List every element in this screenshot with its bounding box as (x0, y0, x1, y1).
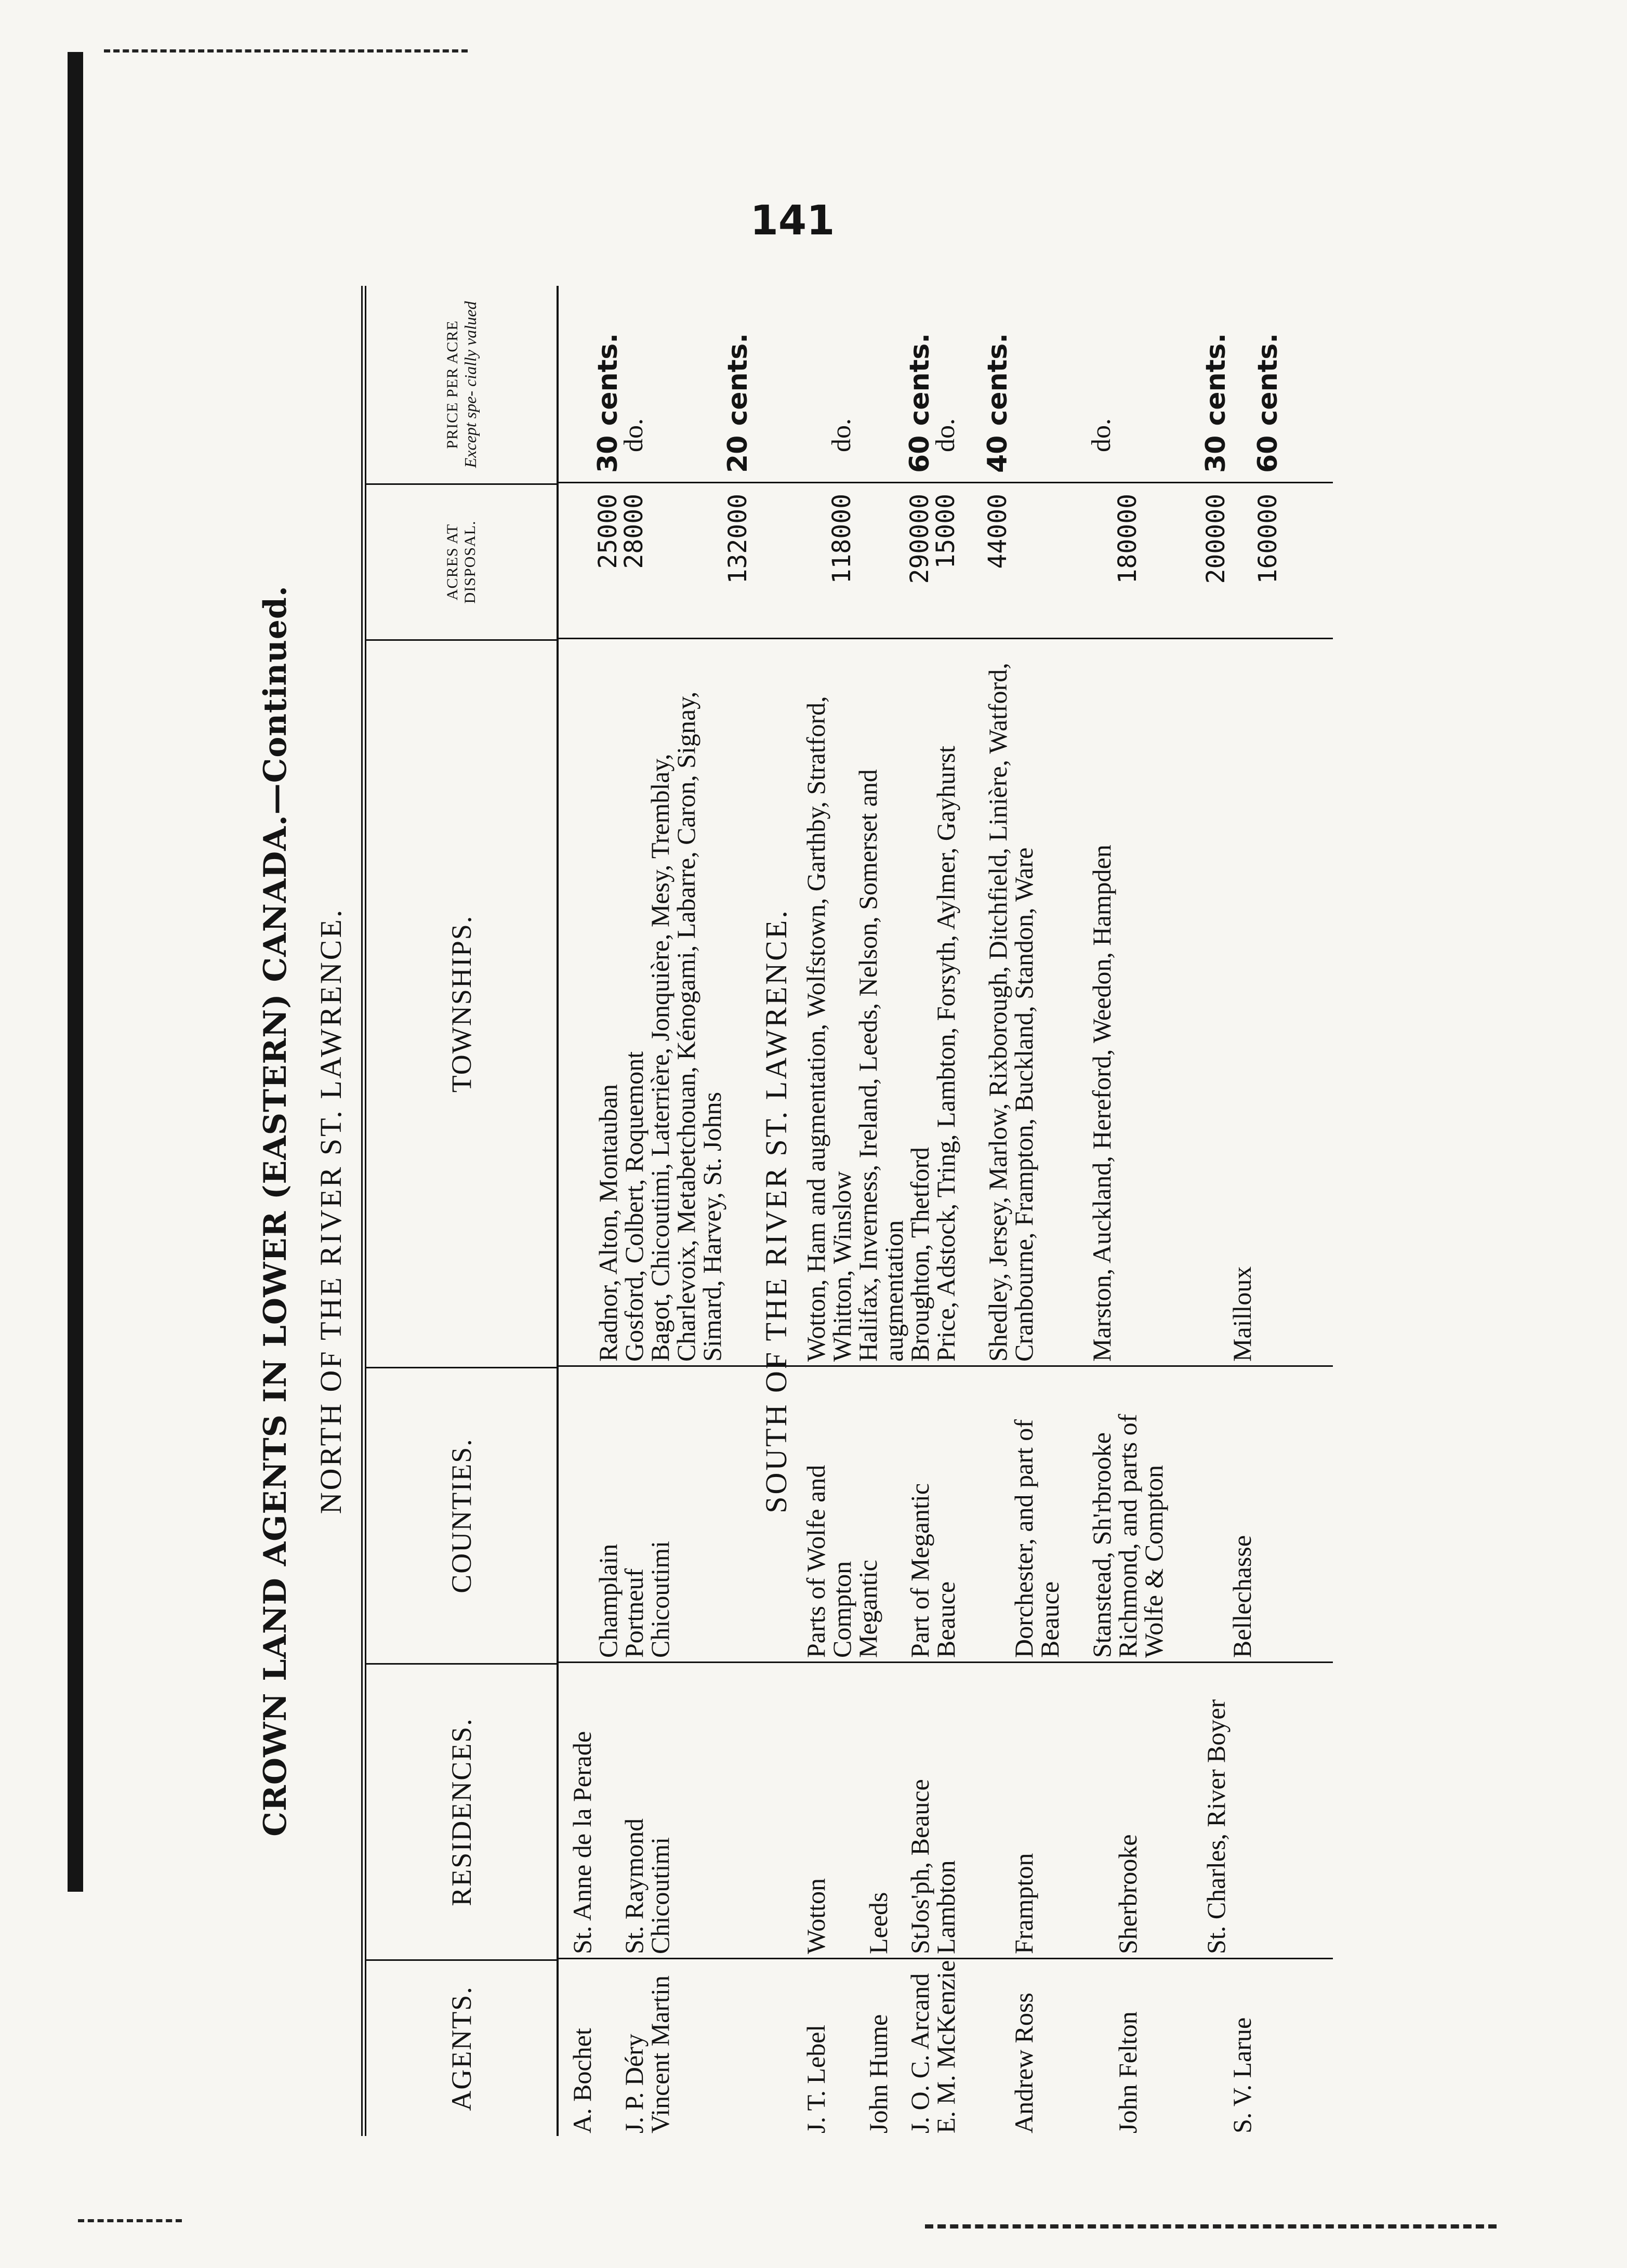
acres: 200000 (1201, 494, 1231, 584)
agent-name: John Felton (1113, 2011, 1142, 2133)
price: 60 cents. (904, 333, 935, 473)
price: do. (827, 418, 856, 452)
residence: St. Raymond (619, 1818, 649, 1954)
column-rule (559, 638, 1333, 639)
residence: Leeds (864, 1892, 893, 1954)
townships: Shedley, Jersey, Marlow, Rixborough, Ditchfield, Linière, Watford, Cranbourne, Frampton, Buckland, Standon, Ware (983, 663, 1038, 1362)
header-price (366, 286, 557, 483)
table-title: CROWN LAND AGENTS IN LOWER (EASTERN) CANADA.—Continued. (257, 585, 294, 1837)
acres: 118000 (827, 494, 856, 584)
price: 30 cents. (1200, 333, 1232, 473)
agent-name: J. O. C. Arcand (905, 1973, 934, 2133)
price: do. (619, 418, 649, 452)
county: Parts of Wolfe and Compton (801, 1465, 856, 1658)
acres: 132000 (723, 494, 752, 584)
price: 30 cents. (592, 333, 624, 473)
price: do. (1087, 418, 1116, 452)
land-agents-table (257, 286, 1333, 2136)
agent-name: J. T. Lebel (801, 2024, 830, 2133)
residence: Sherbrooke (1113, 1834, 1142, 1954)
header-townships: TOWNSHIPS. (366, 639, 557, 1367)
column-rule (559, 1365, 1333, 1367)
price: 20 cents. (722, 333, 753, 473)
county: Beauce (931, 1581, 960, 1658)
section-title-north: NORTH OF THE RIVER ST. LAWRENCE. (314, 907, 348, 1514)
header-agents: AGENTS. (366, 1959, 557, 2136)
county: Dorchester, and part of Beauce (1009, 1419, 1064, 1658)
acres: 180000 (1113, 494, 1142, 584)
county: Stanstead, Sh'rbrooke Richmond, and parts of Wolfe & Compton (1087, 1414, 1168, 1658)
townships: Marston, Auckland, Hereford, Weedon, Hampden (1087, 845, 1116, 1362)
county: Champlain (593, 1544, 623, 1658)
agent-name: Vincent Martin (645, 1975, 674, 2133)
scan-edge-top (104, 49, 468, 52)
header-price-label: PRICE PER ACRE (444, 320, 461, 449)
scan-edge-bottom (925, 2224, 1497, 2229)
acres: 25000 (593, 494, 623, 569)
header-residences: RESIDENCES. (366, 1663, 557, 1959)
residence: Frampton (1009, 1853, 1038, 1954)
townships: Bagot, Chicoutimi, Laterrière, Jonquière, Mesy, Tremblay, Charlevoix, Metabetchouan, Kénogami, Labarre, Caron, Signay, Simard, Harvey, St. Johns (645, 691, 726, 1362)
header-acres: ACRES AT DISPOSAL. (366, 483, 557, 639)
residence: St. Charles, River Boyer (1201, 1699, 1231, 1954)
acres: 290000 (905, 494, 934, 584)
agent-name: E. M. McKenzie (931, 1960, 960, 2133)
scan-edge-bottom-left (78, 2219, 182, 2222)
acres: 15000 (931, 494, 960, 569)
header-counties: COUNTIES. (366, 1367, 557, 1663)
residence: Wotton (801, 1878, 830, 1954)
acres: 28000 (619, 494, 649, 569)
townships: Broughton, Thetford (905, 1147, 934, 1362)
townships: Wotton, Ham and augmentation, Wolfstown, Garthby, Stratford, Whitton, Winslow (801, 696, 856, 1362)
agent-name: A. Bochet (567, 2028, 597, 2133)
townships: Mailloux (1227, 1266, 1256, 1362)
residence: StJos'ph, Beauce (905, 1779, 934, 1954)
county: Chicoutimi (645, 1541, 674, 1658)
column-rule (559, 1958, 1333, 1959)
scan-edge-bar (68, 52, 83, 1892)
county: Part of Megantic (905, 1483, 934, 1658)
price: 40 cents. (982, 333, 1013, 473)
header-price-note: Except spe- cially valued (461, 301, 480, 468)
county: Portneuf (619, 1568, 649, 1658)
townships: Radnor, Alton, Montauban (593, 1084, 623, 1362)
agent-name: John Hume (864, 2014, 893, 2133)
page-number: 141 (750, 197, 835, 244)
column-rule (559, 1662, 1333, 1663)
townships: Price, Adstock, Tring, Lambton, Forsyth, Aylmer, Gayhurst (931, 745, 960, 1362)
agent-name: J. P. Déry (619, 2034, 649, 2133)
acres: 44000 (983, 494, 1012, 569)
residence: Chicoutimi (645, 1837, 674, 1954)
section-title-south: SOUTH OF THE RIVER ST. LAWRENCE. (759, 908, 793, 1513)
residence: St. Anne de la Perade (567, 1731, 597, 1954)
price: 60 cents. (1252, 333, 1284, 473)
header-row (361, 286, 559, 2136)
county: Megantic (853, 1560, 882, 1658)
acres: 160000 (1253, 494, 1282, 584)
townships: Halifax, Inverness, Ireland, Leeds, Nelson, Somerset and augmentation (853, 769, 908, 1362)
agent-name: S. V. Larue (1227, 2017, 1256, 2133)
county: Bellechasse (1227, 1535, 1256, 1658)
residence: Lambton (931, 1860, 960, 1954)
column-rule (559, 482, 1333, 483)
townships: Gosford, Colbert, Roquemont (619, 1051, 649, 1362)
agent-name: Andrew Ross (1009, 1993, 1038, 2133)
price: do. (931, 418, 960, 452)
